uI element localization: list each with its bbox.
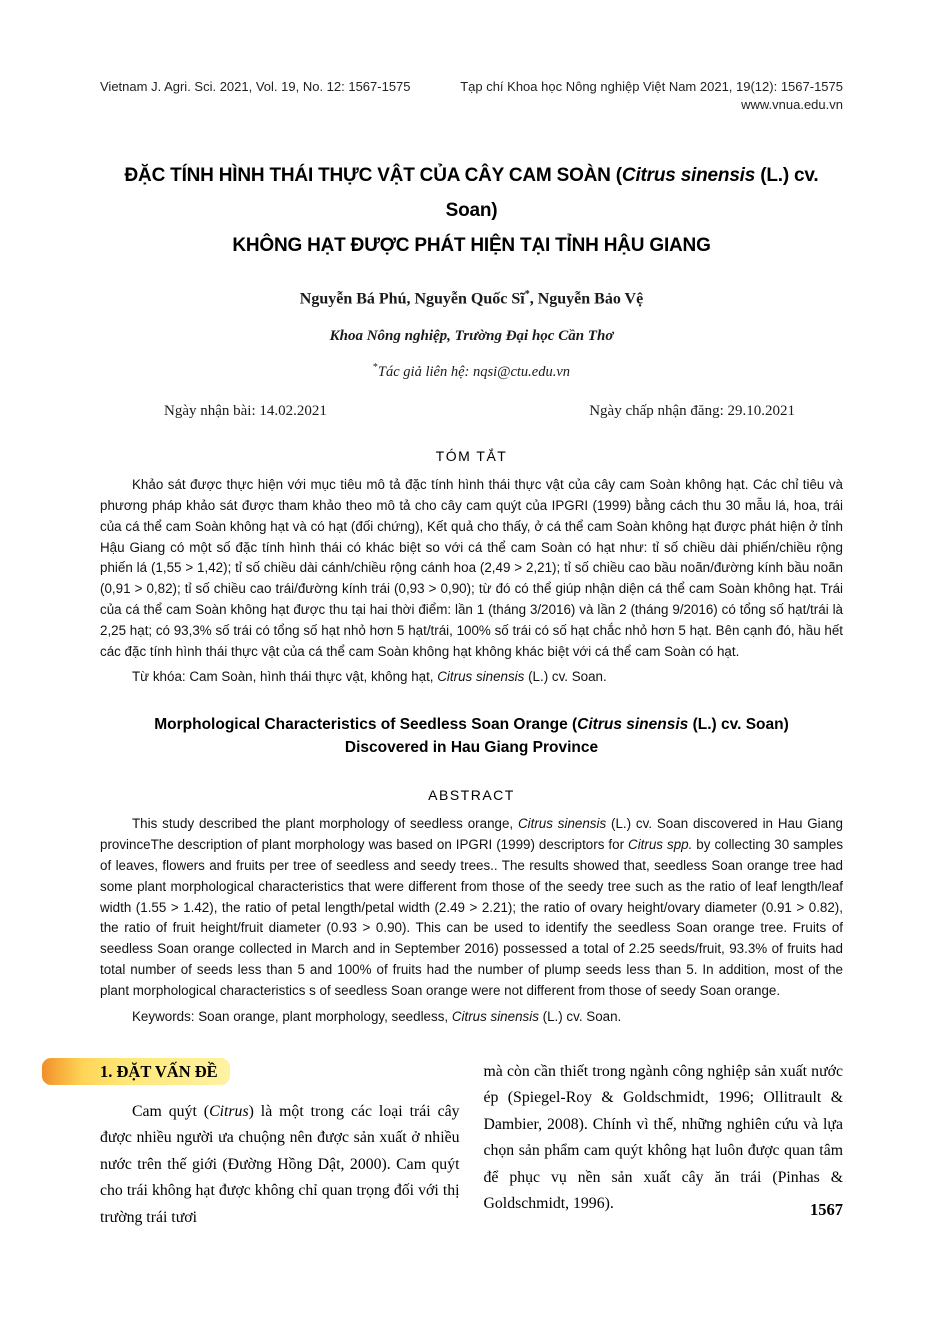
contact-asterisk: * bbox=[372, 362, 378, 374]
contact-email-text: Tác giả liên hệ: nqsi@ctu.edu.vn bbox=[377, 364, 571, 381]
article-title-en bbox=[100, 713, 843, 759]
title-en-line2: Discovered in Hau Giang Province bbox=[344, 739, 599, 757]
authors-part2: , Nguyễn Bảo Vệ bbox=[529, 290, 644, 308]
keywords-en-species-italic: Citrus sinensis bbox=[451, 1008, 539, 1024]
keywords-vn-tail: (L.) cv. Soan. bbox=[524, 669, 607, 685]
dates-row bbox=[100, 403, 843, 420]
keywords-en-tail: (L.) cv. Soan. bbox=[538, 1008, 622, 1024]
section-1-heading-text: 1. ĐẶT VẤN ĐỀ bbox=[100, 1061, 218, 1081]
authors-part1: Nguyễn Bá Phú, Nguyễn Quốc Sĩ bbox=[299, 290, 525, 308]
journal-citation-vn bbox=[460, 78, 843, 114]
corresponding-contact-line bbox=[100, 362, 843, 381]
intro-paragraph-left bbox=[100, 1099, 460, 1232]
title-en-species-italic: Citrus sinensis bbox=[577, 716, 689, 734]
intro-two-column-section bbox=[100, 1059, 843, 1232]
keywords-en-label: Keywords: Soan orange, plant morphology, seedless, bbox=[132, 1008, 452, 1024]
abstract-en-seg3: (L.) cv. Soan discovered in Hau Giang provinceThe description of plant morphology was based on IPGRI (1999) descriptors for bbox=[100, 816, 843, 853]
intro-right-column bbox=[484, 1059, 844, 1232]
section-1-heading bbox=[100, 1059, 460, 1085]
title-vn-line2: KHÔNG HẠT ĐƯỢC PHÁT HIỆN TẠI TỈNH HẬU GIANG bbox=[232, 235, 711, 256]
highlight-mark bbox=[42, 1058, 230, 1085]
journal-citation-vn-line: Tạp chí Khoa học Nông nghiệp Việt Nam 2021, 19(12): 1567-1575 bbox=[460, 79, 843, 94]
title-en-seg1: Morphological Characteristics of Seedless Soan Orange ( bbox=[154, 716, 578, 734]
keywords-vn-species-italic: Citrus sinensis bbox=[437, 669, 525, 685]
abstract-en-species-italic: Citrus sinensis bbox=[517, 816, 607, 832]
title-vn-species-italic: Citrus sinensis bbox=[621, 165, 756, 186]
date-received: Ngày nhận bài: 14.02.2021 bbox=[164, 403, 327, 420]
abstract-vn-heading: TÓM TẮT bbox=[435, 448, 508, 465]
intro-left-citrus-italic: Citrus bbox=[209, 1102, 249, 1120]
keywords-en-line bbox=[100, 1007, 843, 1027]
intro-left-seg1: Cam quýt ( bbox=[132, 1102, 210, 1120]
affiliation-line: Khoa Nông nghiệp, Trường Đại học Cần Thơ bbox=[329, 328, 614, 345]
abstract-vn-text: Khảo sát được thực hiện với mục tiêu mô tả đặc tính hình thái thực vật của cây cam Soàn không hạt. Các chỉ tiêu và phương pháp khảo sát được tham khảo theo mô tả cho cây cam quýt của IPGRI (1999) bằng cách thu 30 mẫu lá, hoa, trái của cá thể cam Soàn không hạt và có hạt (đối chứng), Kết quả cho thấy, ở cá thể cam Soàn không hạt được phát hiện ở tỉnh Hậu Giang có một số đặc tính hình thái có khác biệt so với cá thể cam Soàn có hạt như: tỉ số chiều dài phiến/chiều rộng phiến lá (1,55 > 1,42); tỉ số chiều dài cánh/chiều rộng cánh hoa (2,49 > 2,21); tỉ số chiều cao bầu noãn/đường kính bầu noãn (0,91 > 0,82); tỉ số chiều cao trái/đường kính trái (0,93 > 0,90); từ đó có thể giúp nhận diện cá thể cam Soàn không hạt. Trái của cá thể cam Soàn không hạt được thu tại hai thời điểm: lần 1 (tháng 3/2016) và lần 2 (tháng 9/2016) có tổng số hạt/trái là 2,25 hạt; có 93,3% số trái có tổng số hạt nhỏ hơn 5 hạt/trái, 100% số trái có số hạt chắc nhỏ hơn 5 hạt. Bên cạnh đó, hầu hết các đặc tính hình thái thực vật của cá thể cam Soàn không hạt không khác biệt với cá thể cam Soàn có hạt. bbox=[100, 477, 843, 659]
date-accepted: Ngày chấp nhận đăng: 29.10.2021 bbox=[589, 403, 795, 420]
abstract-en-body bbox=[100, 814, 843, 1001]
title-en-seg3: (L.) cv. Soan) bbox=[688, 716, 789, 734]
title-vn-seg3: (L.) cv. Soan) bbox=[445, 165, 819, 221]
abstract-en-heading: ABSTRACT bbox=[428, 787, 515, 804]
abstract-vn-body bbox=[100, 475, 843, 662]
intro-paragraph-right: mà còn cần thiết trong ngành công nghiệp sản xuất nước ép (Spiegel-Roy & Goldschmidt, 1996; Ollitrault & Dambier, 2008). Chính vì thế, những nghiên cứu và lựa chọn sản phẩm cam quýt không hạt luôn được quan tâm để phục vụ nền sản xuất cây ăn trái (Pinhas & Goldschmidt, 1996). bbox=[483, 1062, 843, 1212]
intro-left-column bbox=[100, 1059, 460, 1232]
keywords-vn-line bbox=[100, 667, 843, 687]
abstract-en-seg1: This study described the plant morphology of seedless orange, bbox=[132, 816, 518, 832]
article-title-vn bbox=[100, 158, 843, 263]
keywords-vn-label: Từ khóa: Cam Soàn, hình thái thực vật, không hạt, bbox=[132, 669, 438, 685]
abstract-en-seg5: by collecting 30 samples of leaves, flowers and fruits per tree of seedless and seedy trees.. The results showed that, seedless Soan orange tree had some plant morphological characteristics that were different from those of the seedy tree such as the ratio of leaf length/leaf width (1.55 > 1.42), the ratio of petal length/petal width (2.49 > 2.21); the ratio of ovary height/ovary diameter (0.91 > 0.82), the ratio of fruit height/fruit diameter (0.93 > 0.90). This can be used to identify the seedless Soan orange tree. Fruits of seedless Soan orange collected in March and in September 2016) possessed a total of 2.25 seeds/fruit, 93.3% of fruits had total number of seeds less than 5 and 100% of fruits had the number of plump seeds less than 5. In addition, most of the plant morphological characteristics s of seedless Soan orange were not different from those of seedy Soan orange. bbox=[100, 837, 844, 998]
page-number: 1567 bbox=[810, 1200, 843, 1219]
journal-citation-en: Vietnam J. Agri. Sci. 2021, Vol. 19, No. 12: 1567-1575 bbox=[100, 79, 411, 94]
intro-left-seg3: ) là một trong các loại trái cây được nhiều người ưa chuộng nên được sản xuất ở nhiều nước trên thế giới (Đường Hồng Dật, 2000). Cam quýt cho trái không hạt được không chỉ quan trọng đối với thị trường trái tươi bbox=[100, 1102, 460, 1226]
authors-line bbox=[100, 289, 843, 308]
title-vn-seg1: ĐẶC TÍNH HÌNH THÁI THỰC VẬT CỦA CÂY CAM SOÀN ( bbox=[124, 165, 622, 186]
journal-url: www.vnua.edu.vn bbox=[741, 97, 843, 112]
journal-header bbox=[100, 78, 843, 114]
corresponding-author-asterisk: * bbox=[524, 289, 530, 300]
abstract-en-citrus-spp-italic: Citrus spp. bbox=[628, 837, 693, 853]
